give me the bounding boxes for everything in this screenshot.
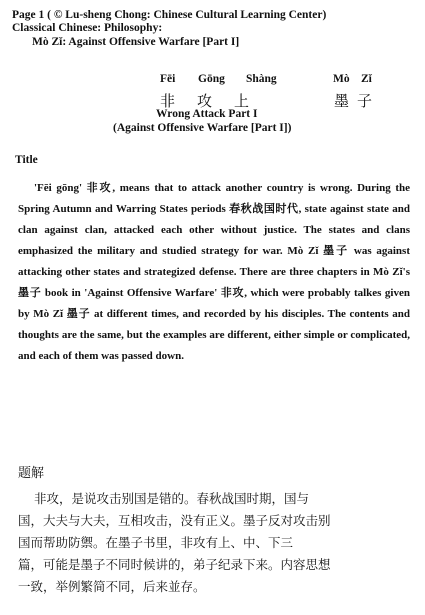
hanzi-title: 非攻上 — [160, 92, 272, 110]
pinyin-zi: Zǐ — [361, 73, 372, 85]
section-heading-zh: 题解 — [18, 466, 45, 481]
zh-line-4: 篇，可能是墨子不同时候讲的，弟子纪录下来。内容思想 — [18, 557, 331, 572]
page-header-line-1: Page 1 ( © Lu-sheng Chong: Chinese Cultural Learning Center) — [12, 9, 327, 21]
page-header-line-2: Classical Chinese: Philosophy: — [12, 22, 163, 34]
zh-line-2: 国，大夫与大夫，互相攻击，没有正义。墨子反对攻击别 — [18, 513, 331, 528]
english-title: Wrong Attack Part I — [156, 108, 258, 120]
hanzi-author: 墨子 — [334, 92, 381, 110]
page-header-line-3: Mò Zǐ: Against Offensive Warfare [Part I] — [32, 36, 240, 48]
paragraph-en: 'Fēi gōng' 非攻, means that to attack another country is wrong. During the Spring Autumn and Warring States periods 春秋战国时代, state against state and clan against clan, attacked each other without justice. The states and clans emphasized the military and studied strategy for war. Mò Zǐ 墨子 was against attacking other states and strategized defense. There are three chapters in Mò Zǐ's 墨子 book in 'Against Offensive Warfare' 非攻, which were probably talkes given by Mò Zǐ 墨子 at different times, and recorded by his disciples. The contents and thoughts are the same, but the examples are different, either simple or complicated, and each of them was passed down. — [18, 182, 410, 362]
paragraph-zh — [18, 488, 398, 598]
pinyin-mo: Mò — [333, 73, 350, 85]
pinyin-gong: Gōng — [198, 73, 225, 85]
english-subtitle: (Against Offensive Warfare [Part I]) — [113, 122, 292, 134]
pinyin-fei: Fēi — [160, 73, 176, 85]
section-heading-en: Title — [15, 154, 38, 166]
pinyin-shang: Shàng — [246, 73, 277, 85]
zh-line-3: 国而帮助防禦。在墨子书里，非攻有上、中、下三 — [18, 535, 294, 550]
zh-line-1: 非攻，是说攻击别国是错的。春秋战国时期，国与 — [34, 491, 310, 506]
zh-line-5: 一致，举例繁简不同，后来並存。 — [18, 579, 206, 594]
